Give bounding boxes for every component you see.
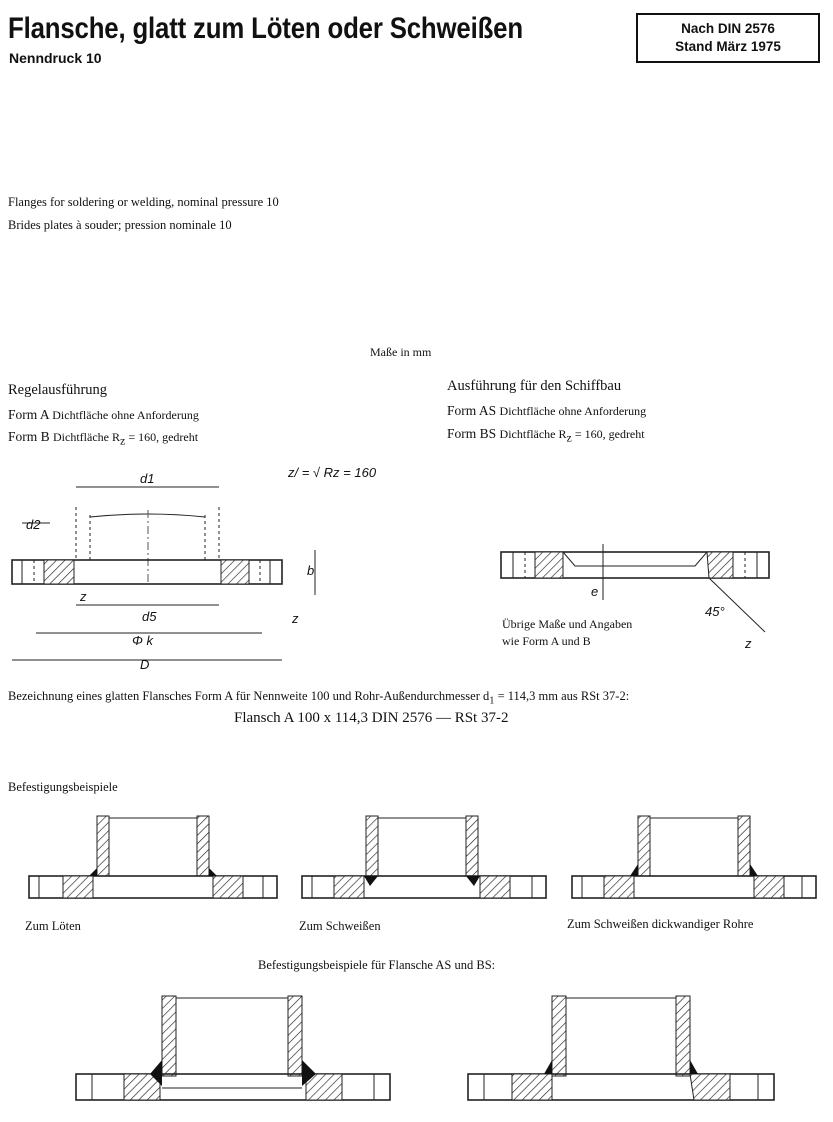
ship-example-2-drawing — [462, 990, 782, 1110]
form-bs-rest: = 160, gedreht — [571, 427, 645, 441]
form-bs-line — [447, 426, 645, 446]
designation-part2: = 114,3 mm aus RSt 37-2: — [494, 689, 630, 703]
form-bs-label: Form BS — [447, 426, 497, 441]
ship-example-1-drawing — [70, 990, 400, 1110]
label-z-ship: z — [745, 636, 752, 651]
ship-note-line-1: Übrige Maße und Angaben — [502, 617, 633, 631]
examples-heading: Befestigungsbeispiele — [8, 780, 118, 794]
caption-welding: Zum Schweißen — [299, 919, 381, 933]
designation-text — [8, 687, 818, 711]
flange-dimension-drawing — [0, 455, 440, 675]
example-welding-drawing — [298, 812, 553, 907]
label-z-left: z — [80, 589, 87, 604]
surface-symbol-label: z/ = √ Rz = 160 — [288, 465, 377, 480]
page-subtitle: Nenndruck 10 — [9, 50, 102, 66]
label-d5: d5 — [142, 609, 157, 624]
label-D: D — [140, 657, 150, 672]
example-soldering-drawing — [25, 812, 285, 907]
form-b-rest: = 160, gedreht — [125, 430, 199, 444]
form-b-sub: z — [120, 433, 126, 448]
form-bs-text: Dichtfläche R — [499, 427, 567, 441]
standard-line-1: Nach DIN 2576 — [681, 21, 775, 36]
regular-heading: Regelausführung — [8, 382, 108, 398]
english-title: Flanges for soldering or welding, nominal pressure 10 — [8, 195, 279, 209]
example-thick-wall-drawing — [568, 812, 823, 907]
label-k: Φ k — [132, 633, 153, 648]
page-title: Flansche, glatt zum Löten oder Schweißen — [8, 12, 523, 45]
units-note: Maße in mm — [370, 345, 432, 359]
label-d2: d2 — [26, 517, 41, 532]
form-as-text: Dichtfläche ohne Anforderung — [499, 404, 647, 418]
form-bs-sub: z — [566, 430, 572, 445]
standard-line-2: Stand März 1975 — [675, 39, 781, 54]
form-as-label: Form AS — [447, 403, 497, 418]
caption-soldering: Zum Löten — [25, 919, 81, 933]
standard-box — [636, 13, 820, 63]
french-title: Brides plates à souder; pression nominale 10 — [8, 218, 232, 232]
designation-example: Flansch A 100 x 114,3 DIN 2576 — RSt 37-2 — [234, 710, 509, 726]
form-b-text: Dichtfläche R — [53, 430, 120, 444]
ship-heading: Ausführung für den Schiffbau — [447, 378, 622, 394]
form-a-text: Dichtfläche ohne Anforderung — [52, 408, 199, 422]
form-a-line — [8, 407, 199, 423]
designation-sub: 1 — [489, 695, 495, 707]
designation-part1: Bezeichnung eines glatten Flansches Form A für Nennweite 100 und Rohr-Außendurchmesser d — [8, 689, 490, 703]
caption-thick-wall: Zum Schweißen dickwandiger Rohre — [567, 917, 754, 931]
form-b-line — [8, 429, 198, 449]
form-a-label: Form A — [8, 407, 49, 422]
ship-examples-heading: Befestigungsbeispiele für Flansche AS und BS: — [258, 958, 496, 972]
label-b: b — [307, 563, 315, 578]
form-as-line — [447, 403, 646, 419]
ship-note-line-2: wie Form A und B — [502, 634, 591, 648]
label-angle: 45° — [705, 604, 725, 619]
label-d1: d1 — [140, 471, 155, 486]
form-b-label: Form B — [8, 429, 50, 444]
label-e: e — [591, 584, 599, 599]
label-z-right: z — [292, 611, 299, 626]
